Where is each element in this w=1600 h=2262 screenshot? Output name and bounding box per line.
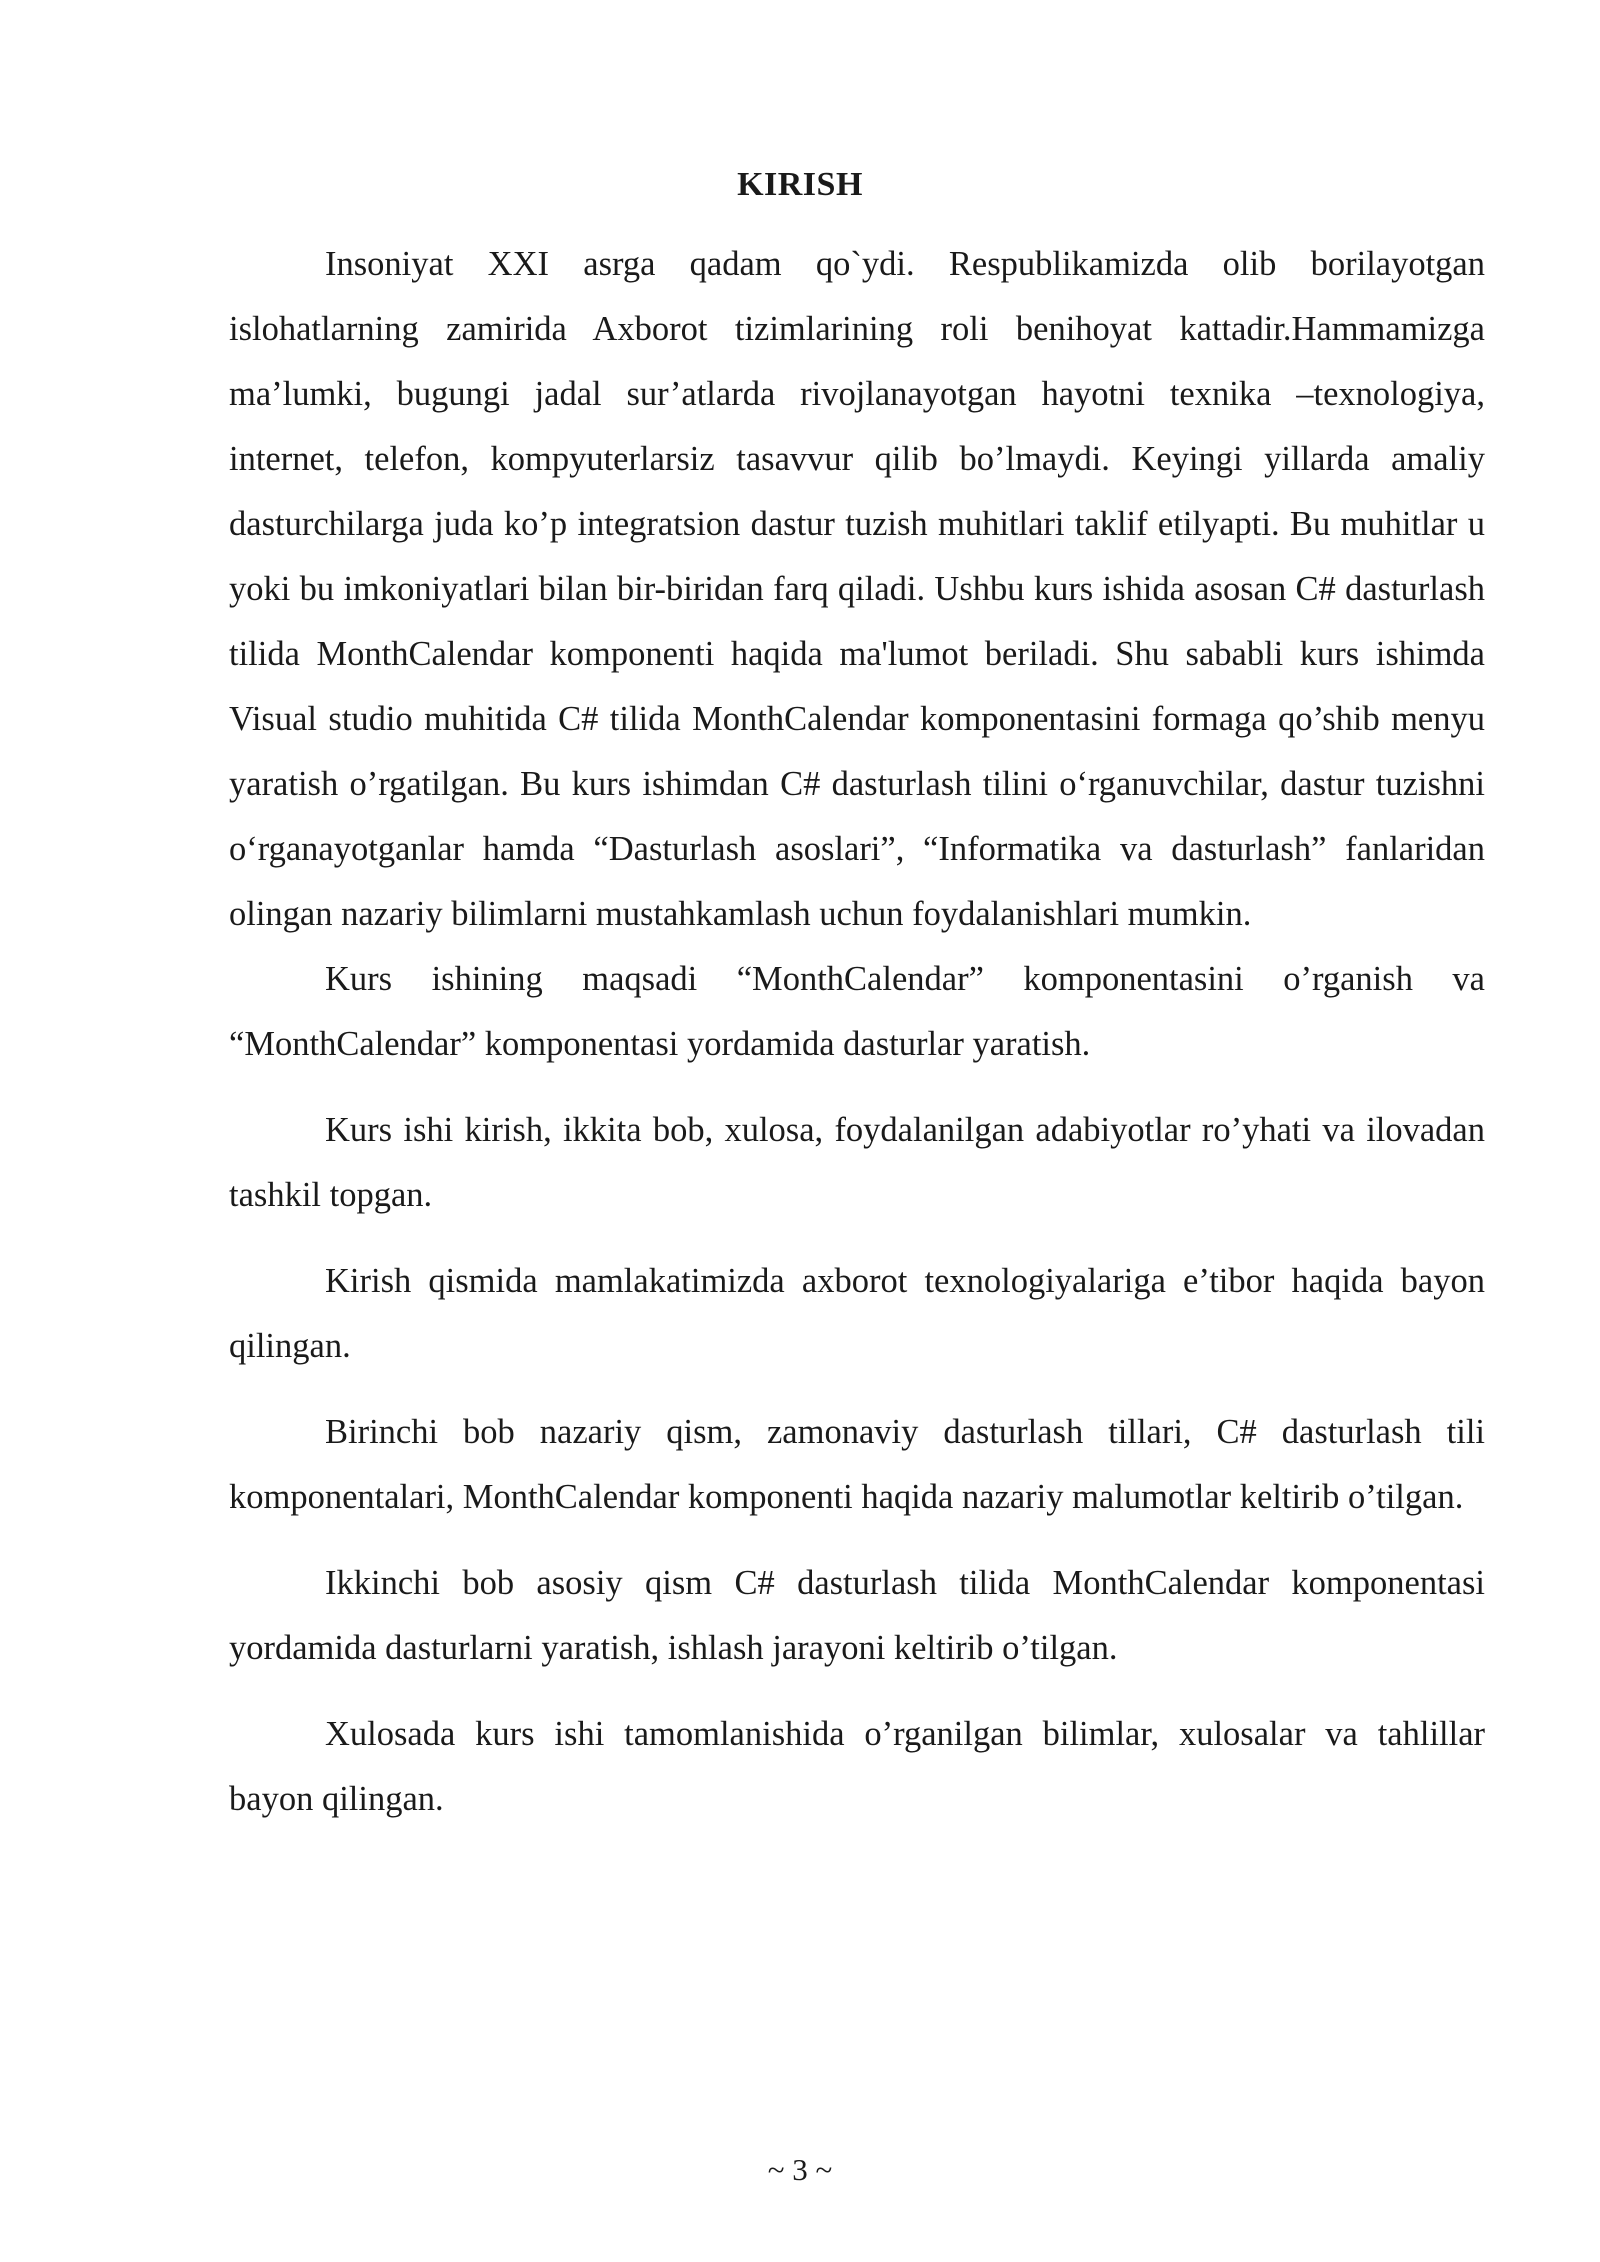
- page-number: ~ 3 ~: [767, 2152, 833, 2187]
- paragraph-chapter-one: Birinchi bob nazariy qism, zamonaviy dasturlash tillari, C# dasturlash tili komponentalari, MonthCalendar komponenti haqida nazariy malumotlar keltirib o’tilgan.: [229, 1413, 1485, 1516]
- paragraph-chapter-two: Ikkinchi bob asosiy qism C# dasturlash tilida MonthCalendar komponentasi yordamida dasturlarni yaratish, ishlash jarayoni keltirib o’tilgan.: [229, 1564, 1485, 1667]
- paragraph-introduction-part: Kirish qismida mamlakatimizda axborot texnologiyalariga e’tibor haqida bayon qilingan.: [229, 1262, 1485, 1365]
- body-text: [229, 232, 1485, 1832]
- paragraph-conclusion: Xulosada kurs ishi tamomlanishida o’rganilgan bilimlar, xulosalar va tahlillar bayon qilingan.: [229, 1715, 1485, 1818]
- paragraph-structure: Kurs ishi kirish, ikkita bob, xulosa, foydalanilgan adabiyotlar ro’yhati va ilovadan tashkil topgan.: [229, 1111, 1485, 1214]
- paragraph-intro: Insoniyat XXI asrga qadam qo`ydi. Respublikamizda olib borilayotgan islohatlarning zamirida Axborot tizimlarining roli benihoyat kattadir.Hammamizga ma’lumki, bugungi jadal sur’atlarda rivojlanayotgan hayotni texnika –texnologiya, internet, telefon, kompyuterlarsiz tasavvur qilib bo’lmaydi. Keyingi yillarda amaliy dasturchilarga juda ko’p integratsion dastur tuzish muhitlari taklif etilyapti. Bu muhitlar u yoki bu imkoniyatlari bilan bir-biridan farq qiladi. Ushbu kurs ishida asosan C# dasturlash tilida MonthCalendar komponenti haqida ma'lumot beriladi. Shu sababli kurs ishimda Visual studio muhitida C# tilida MonthCalendar komponentasini formaga qo’shib menyu yaratish o’rgatilgan. Bu kurs ishimdan C# dasturlash tilini o‘rganuvchilar, dastur tuzishni o‘rganayotganlar hamda “Dasturlash asoslari”, “Informatika va dasturlash” fanlaridan olingan nazariy bilimlarni mustahkamlash uchun foydalanishlari mumkin.: [229, 245, 1485, 933]
- page-title: KIRISH: [737, 166, 863, 203]
- paragraph-goal: Kurs ishining maqsadi “MonthCalendar” komponentasini o’rganish va “MonthCalendar” komponentasi yordamida dasturlar yaratish.: [229, 960, 1485, 1063]
